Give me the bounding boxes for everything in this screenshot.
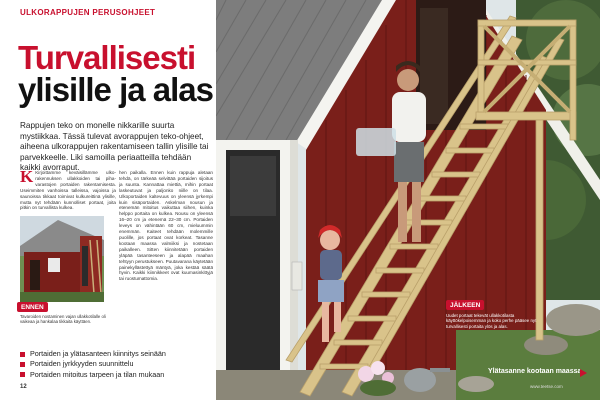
after-label: JÄLKEEN bbox=[446, 300, 484, 310]
website-url: www.teetse.com bbox=[530, 384, 563, 389]
headline-line-1: Turvallisesti bbox=[18, 39, 196, 76]
after-photo-illustration bbox=[216, 0, 600, 400]
before-label: ENNEN bbox=[17, 302, 48, 312]
page-number: 12 bbox=[20, 384, 27, 390]
next-page-teaser: Ylätasanne kootaan maassa bbox=[488, 368, 582, 375]
bullet-item-dimensions: Portaiden mitoitus tarpeen ja tilan mukaan bbox=[20, 370, 166, 380]
body-text-1: Kirjoittamme keväisillämme ulkorakennuksen ullakkoiden tai pihavarastojen portaiden rakentamisesta. Useimmiten vanhoissa talleissa, vajoissa ja saunoissa tikkaat toimivat kulkureittinä ylisille, mutta nyt tehdään kunnolliset portaat, joita pitkin on turvallista kulkea. bbox=[20, 170, 116, 211]
before-caption: Tavaroiden nostaminen vajan ullakkotilalle oli vaikeaa ja hankalaa tikkaita käyttäen. bbox=[20, 314, 106, 325]
article-headline bbox=[18, 39, 216, 108]
headline-line-2: ylisille ja alas bbox=[18, 71, 213, 108]
topic-bullet-list bbox=[20, 349, 166, 380]
section-kicker: ULKORAPPUJEN PERUSOHJEET bbox=[20, 8, 156, 17]
lead-paragraph: Rappujen teko on monelle nikkarille suurta mystiikkaa. Tässä tulevat avorappujen teko-ohjeet, aiheena ulkorappujen rakentamiseen tallin ylisille tai parvekkeelle. Liki samoilla periaatteilla tehdään kaikki avorraput. bbox=[20, 121, 209, 173]
article-text-page bbox=[0, 0, 216, 400]
after-photo bbox=[216, 0, 600, 400]
bullet-item-steepness: Portaiden jyrkkyyden suunnittelu bbox=[20, 359, 166, 369]
body-column-2 bbox=[119, 170, 213, 320]
before-photo-illustration bbox=[20, 216, 104, 302]
before-photo bbox=[20, 216, 104, 302]
next-page-arrow-icon bbox=[580, 369, 587, 377]
body-column-1 bbox=[20, 170, 116, 212]
body-text-2: hen paikalla. Ennen kuin rappuja aletaan tehdä, on tärkeää selvittää portaiden sijoitus ja suunta. Kannattaa miettiä, mihin portaat laskeutuvat ja paljonko niille on tilaa. Ulkoportaiden kaltevuus on yleensä jyrkempi kuin sisäportaiden. Askelman nousun ja etenemän mitoitus vaikuttaa siihen, kuinka helppo portaita on kulkea. Nousu on yleensä 16–20 cm ja etenemä 22–30 cm. Portaiden leveys on vähintään 60 cm, mieluummin enemmän. Kaiteet tehdään molemmille puolille, jos portaat ovat korkeat. Tasanne kootaan maassa valmiiksi ja nostetaan paikalleen. Sitten kiinnitetään portaiden yläpää tasanteeseen ja alapää maahan tehtyyn perustukseen. Puutavarana käytetään painekyllästettyä mäntyä, joka kestää säätä hyvin. Kaikki kiinnikkeet ovat kuumasinkittyjä tai ruostumattomia. bbox=[119, 170, 213, 282]
drop-cap: K bbox=[20, 170, 34, 186]
bullet-item-mounting: Portaiden ja ylätasanteen kiinnitys seinään bbox=[20, 349, 166, 359]
after-caption: Uudet portaat tekevät ullakkotilasta käyttökelpoisemman ja koko perhe pääsee nyt turvallisesti portaita ylös ja alas. bbox=[446, 313, 537, 329]
